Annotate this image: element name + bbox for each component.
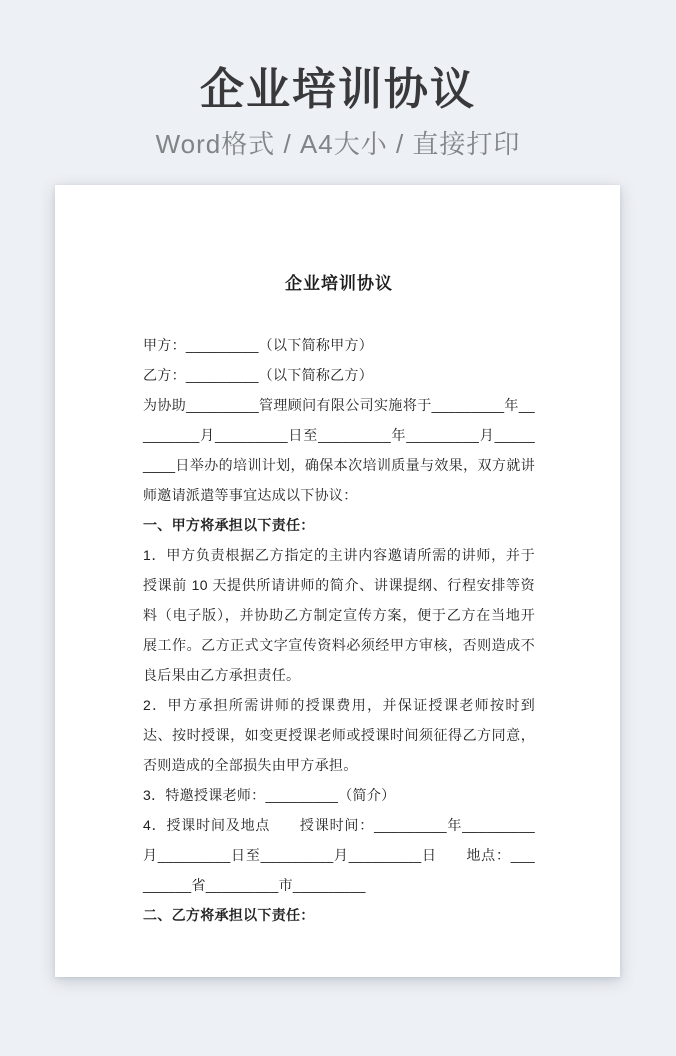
preamble-paragraph: 为协助_________管理顾问有限公司实施将于_________年_________月_________日至_________年_________月_________日举办的培训计划，确保本次培训质量与效果，双方就讲师邀请派遣等事宜达成以下协议：: [143, 397, 535, 503]
document-title: 企业培训协议: [285, 274, 393, 293]
document-body: [143, 330, 535, 930]
promo-title: 企业培训协议: [200, 65, 476, 114]
section-2-heading: 二、乙方将承担以下责任：: [143, 907, 315, 923]
promo-subtitle: Word格式 / A4大小 / 直接打印: [155, 129, 521, 160]
clause-1-paragraph: 1．甲方负责根据乙方指定的主讲内容邀请所需的讲师，并于授课前 10 天提供所请讲师的简介、讲课提纲、行程安排等资料（电子版），并协助乙方制定宣传方案，便于乙方在当地开展工作。乙方正式文字宣传资料必须经甲方审核，否则造成不良后果由乙方承担责任。: [143, 547, 535, 683]
document-page: [55, 185, 620, 977]
clause-4-paragraph: 4．授课时间及地点 授课时间：_________年_________月_________日至_________月_________日 地点：_________省_________市_________: [143, 817, 535, 893]
party-a-line: 甲方：_________（以下简称甲方）: [143, 337, 374, 353]
party-b-line: 乙方：_________（以下简称乙方）: [143, 367, 374, 383]
document-content: [55, 185, 620, 930]
promo-header: [0, 0, 676, 161]
clause-3-line: 3．特邀授课老师：_________（简介）: [143, 787, 396, 803]
clause-2-paragraph: 2．甲方承担所需讲师的授课费用，并保证授课老师按时到达、按时授课，如变更授课老师或授课时间须征得乙方同意，否则造成的全部损失由甲方承担。: [143, 697, 535, 773]
section-1-heading: 一、甲方将承担以下责任：: [143, 517, 315, 533]
